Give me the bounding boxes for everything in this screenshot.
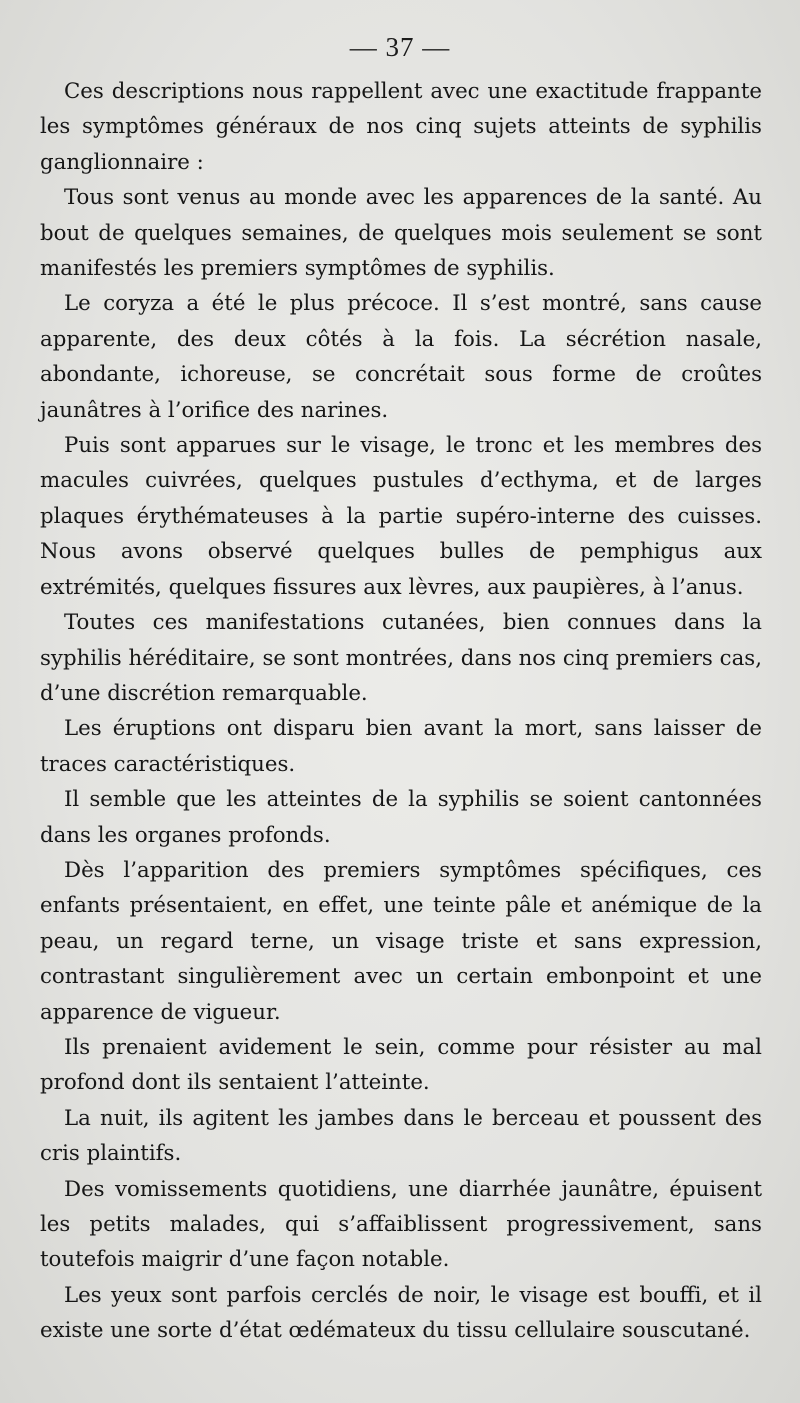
body-text — [40, 74, 762, 1349]
paragraph: Tous sont venus au monde avec les apparences de la santé. Au bout de quelques semaines, de quelques mois seulement se sont manifestés les premiers symptômes de syphilis. — [40, 185, 762, 282]
paragraph: Ces descriptions nous rappellent avec une exactitude frappante les symptômes généraux de nos cinq sujets atteints de syphilis ganglionnaire : — [40, 79, 762, 175]
page-number: — 37 — — [349, 32, 451, 62]
paragraph: Des vomissements quotidiens, une diarrhée jaunâtre, épuisent les petits malades, qui s’affaiblissent progressivement, sans toutefois maigrir d’une façon notable. — [40, 1176, 762, 1273]
paragraph: Les yeux sont parfois cerclés de noir, le visage est bouffi, et il existe une sorte d’état œdémateux du tissu cellulaire souscutané. — [40, 1282, 762, 1344]
paragraph: La nuit, ils agitent les jambes dans le berceau et poussent des cris plaintifs. — [40, 1105, 762, 1167]
paragraph: Dès l’apparition des premiers symptômes spécifiques, ces enfants présentaient, en effet, une teinte pâle et anémique de la peau, un regard terne, un visage triste et sans expression, contrastant singulièrement avec un certain embonpoint et une apparence de vigueur. — [40, 857, 762, 1025]
paragraph: Les éruptions ont disparu bien avant la mort, sans laisser de traces caractéristiques. — [40, 716, 762, 777]
paragraph: Ils prenaient avidement le sein, comme pour résister au mal profond dont ils sentaient l’atteinte. — [40, 1034, 762, 1096]
paragraph: Le coryza a été le plus précoce. Il s’est montré, sans cause apparente, des deux côtés à la fois. La sécrétion nasale, abondante, ichoreuse, se concrétait sous forme de croûtes jaunâtres à l’orifice des narines. — [40, 291, 762, 423]
paragraph: Toutes ces manifestations cutanées, bien connues dans la syphilis héréditaire, se sont montrées, dans nos cinq premiers cas, d’une discrétion remarquable. — [40, 610, 762, 706]
paragraph: Il semble que les atteintes de la syphilis se soient cantonnées dans les organes profonds. — [40, 787, 762, 848]
paragraph: Puis sont apparues sur le visage, le tronc et les membres des macules cuivrées, quelques pustules d’ecthyma, et de larges plaques érythémateuses à la partie supéro-interne des cuisses. Nous avons observé quelques bulles de pemphigus aux extrémités, quelques fissures aux lèvres, aux paupières, à l’anus. — [40, 433, 762, 600]
